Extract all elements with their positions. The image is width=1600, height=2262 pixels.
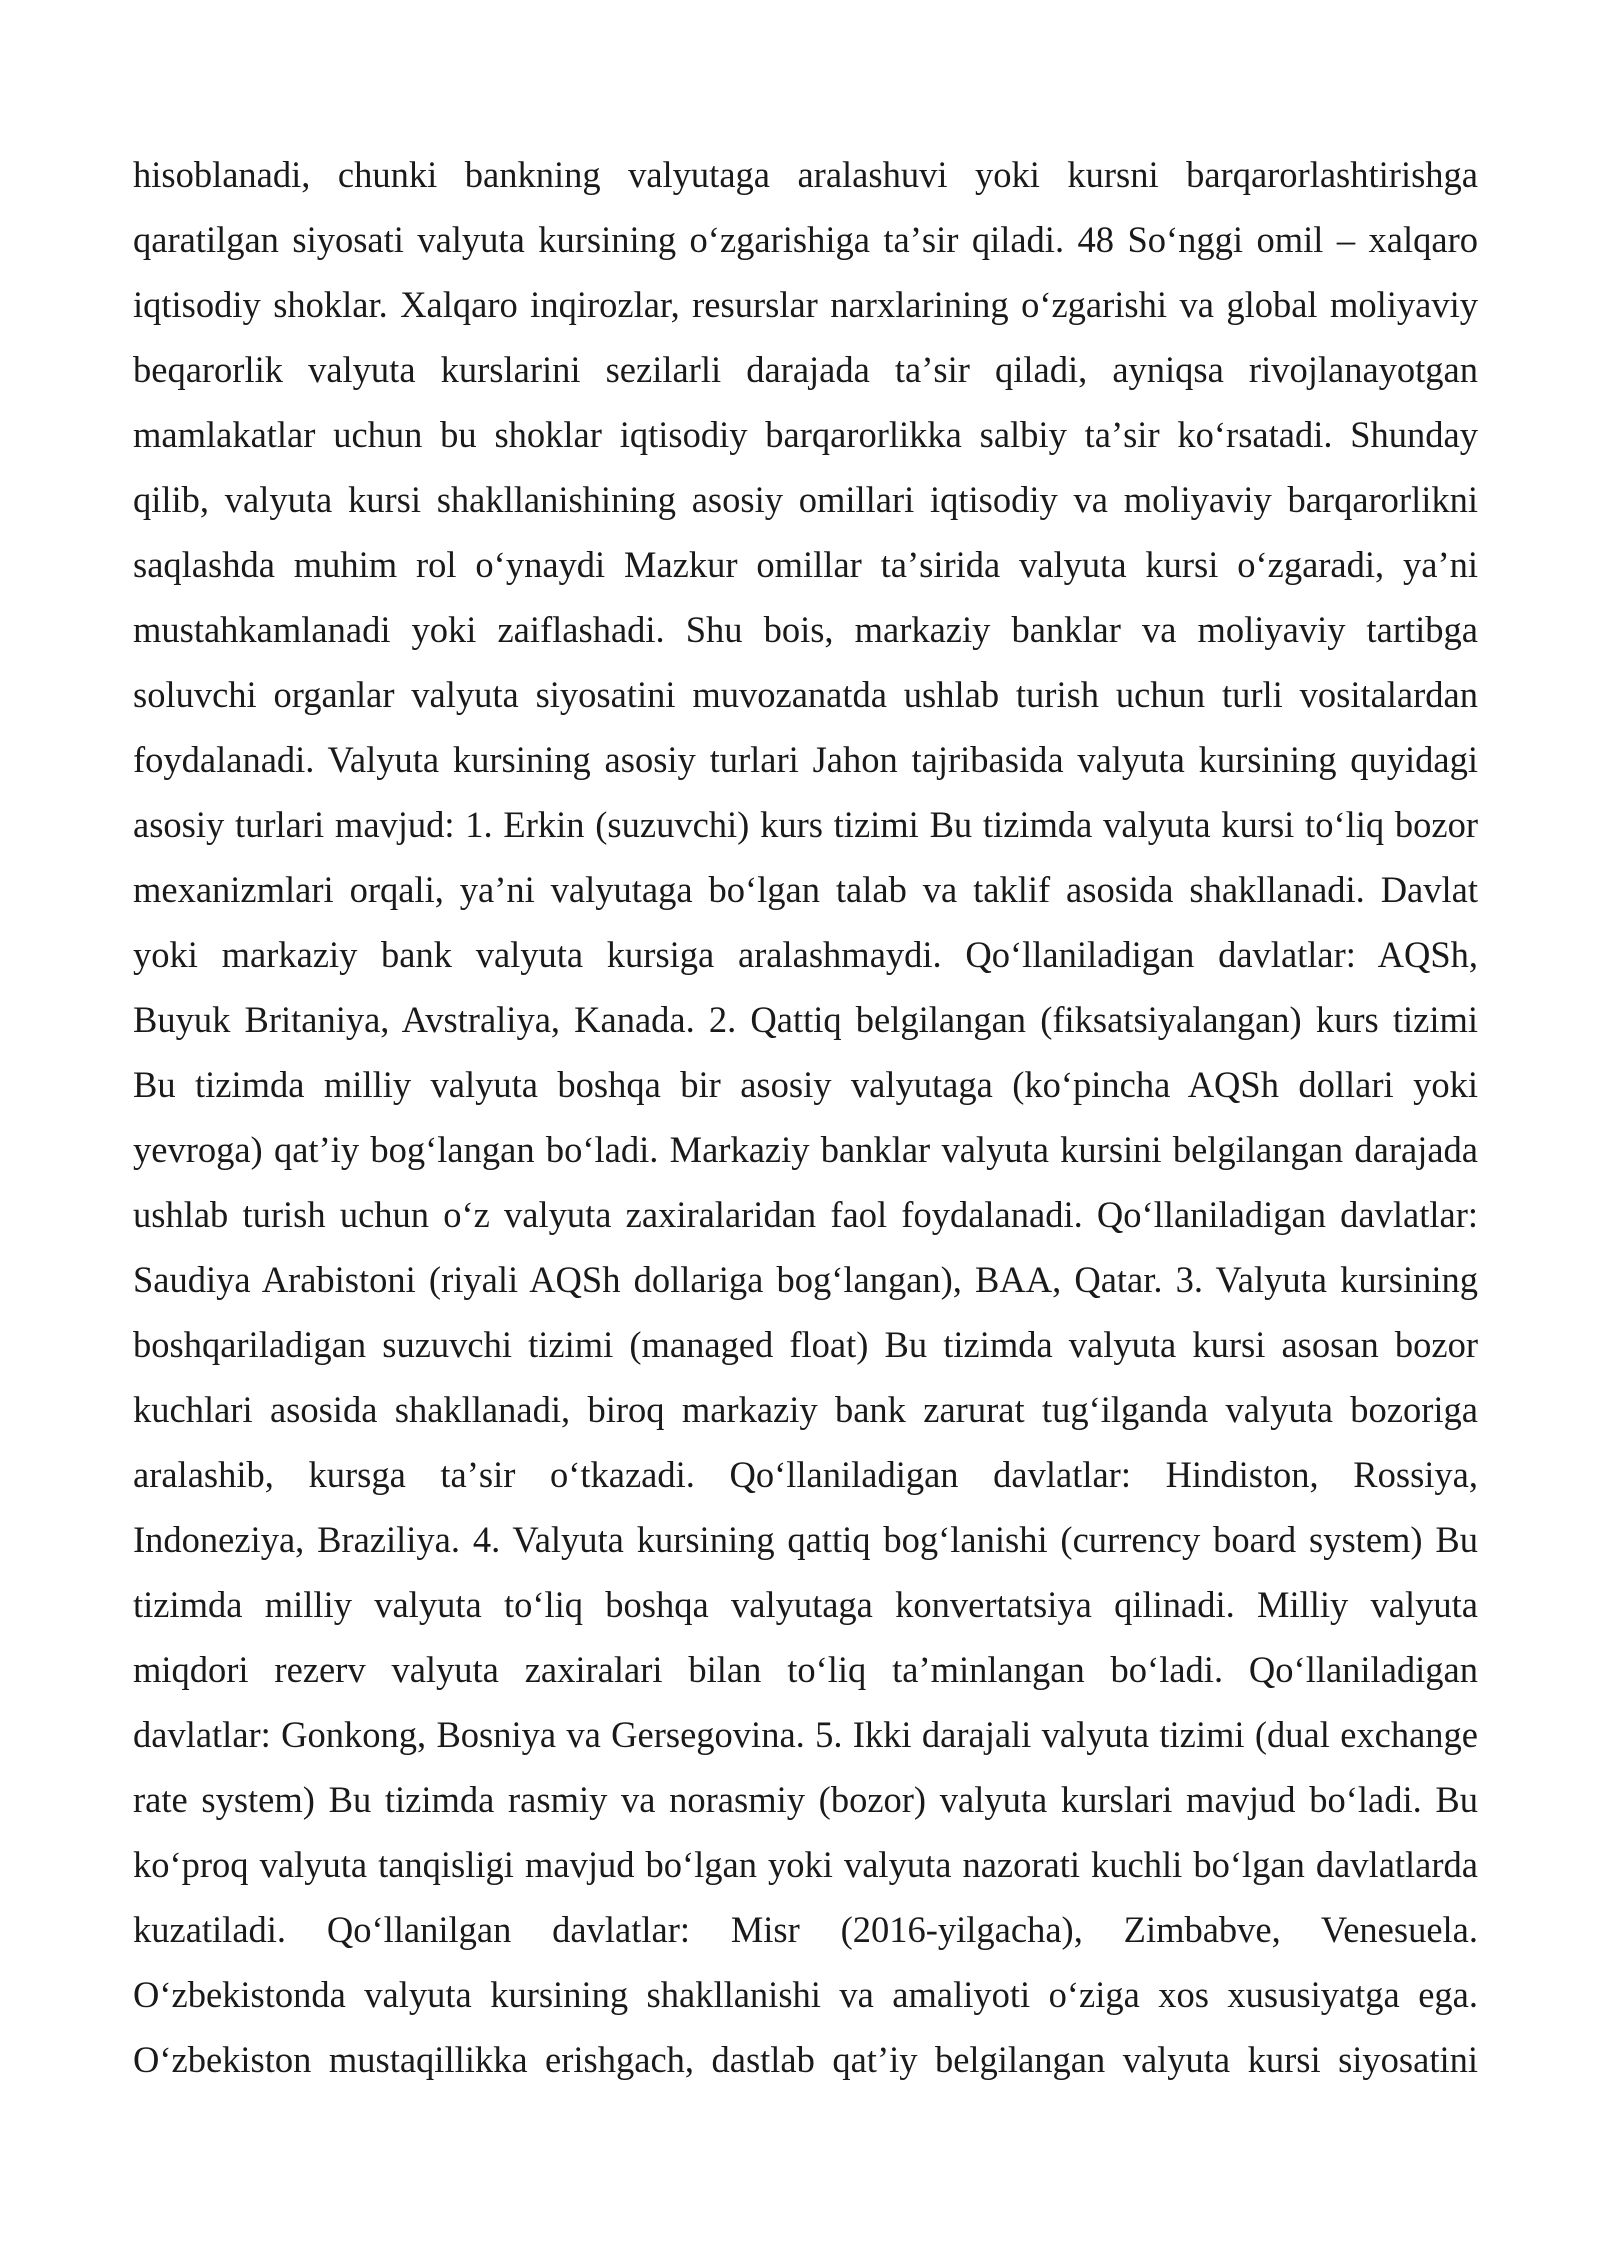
text-line: Buyuk Britaniya, Avstraliya, Kanada. 2. Qattiq belgilangan (fiksatsiyalangan) kurs tizimi	[133, 999, 1478, 1040]
text-line: rate system) Bu tizimda rasmiy va norasmiy (bozor) valyuta kurslari mavjud boʻladi. Bu	[133, 1779, 1478, 1820]
text-line: iqtisodiy shoklar. Xalqaro inqirozlar, resurslar narxlarining oʻzgarishi va global moliyaviy	[133, 284, 1478, 325]
text-line: Saudiya Arabistoni (riyali AQSh dollariga bogʻlangan), BAA, Qatar. 3. Valyuta kursining	[133, 1259, 1478, 1300]
text-line: hisoblanadi, chunki bankning valyutaga aralashuvi yoki kursni barqarorlashtirishga	[133, 154, 1478, 195]
text-line: ushlab turish uchun oʻz valyuta zaxiralaridan faol foydalanadi. Qoʻllaniladigan davlatlar:	[133, 1194, 1478, 1235]
text-line: boshqariladigan suzuvchi tizimi (managed float) Bu tizimda valyuta kursi asosan bozor	[133, 1324, 1478, 1365]
text-line: asosiy turlari mavjud: 1. Erkin (suzuvchi) kurs tizimi Bu tizimda valyuta kursi toʻliq bozor	[133, 804, 1478, 845]
text-line: davlatlar: Gonkong, Bosniya va Gersegovina. 5. Ikki darajali valyuta tizimi (dual exchange	[133, 1714, 1478, 1755]
text-line: tizimda milliy valyuta toʻliq boshqa valyutaga konvertatsiya qilinadi. Milliy valyuta	[133, 1584, 1478, 1625]
text-line: Bu tizimda milliy valyuta boshqa bir asosiy valyutaga (koʻpincha AQSh dollari yoki	[133, 1064, 1478, 1105]
text-line: kuchlari asosida shakllanadi, biroq markaziy bank zarurat tugʻilganda valyuta bozoriga	[133, 1389, 1478, 1430]
text-line: mamlakatlar uchun bu shoklar iqtisodiy barqarorlikka salbiy taʼsir koʻrsatadi. Shunday	[133, 414, 1478, 455]
text-line: foydalanadi. Valyuta kursining asosiy turlari Jahon tajribasida valyuta kursining quyidagi	[133, 739, 1478, 780]
text-line: yevroga) qatʼiy bogʻlangan boʻladi. Markaziy banklar valyuta kursini belgilangan darajada	[133, 1129, 1478, 1170]
body-paragraph	[133, 147, 1478, 2097]
text-line: beqarorlik valyuta kurslarini sezilarli darajada taʼsir qiladi, ayniqsa rivojlanayotgan	[133, 349, 1478, 390]
text-line: Oʻzbekistonda valyuta kursining shakllanishi va amaliyoti oʻziga xos xususiyatga ega.	[133, 1974, 1478, 2015]
text-line: mustahkamlanadi yoki zaiflashadi. Shu bois, markaziy banklar va moliyaviy tartibga	[133, 609, 1478, 650]
text-line: aralashib, kursga taʼsir oʻtkazadi. Qoʻllaniladigan davlatlar: Hindiston, Rossiya,	[133, 1454, 1478, 1495]
text-line: Indoneziya, Braziliya. 4. Valyuta kursining qattiq bogʻlanishi (currency board system) Bu	[133, 1519, 1478, 1560]
text-line: kuzatiladi. Qoʻllanilgan davlatlar: Misr (2016-yilgacha), Zimbabve, Venesuela.	[133, 1909, 1478, 1950]
text-line: Oʻzbekiston mustaqillikka erishgach, dastlab qatʼiy belgilangan valyuta kursi siyosatini	[133, 2039, 1478, 2080]
text-line: qaratilgan siyosati valyuta kursining oʻzgarishiga taʼsir qiladi. 48 Soʻnggi omil – xalqaro	[133, 219, 1478, 260]
text-line: qilib, valyuta kursi shakllanishining asosiy omillari iqtisodiy va moliyaviy barqarorlikni	[133, 479, 1478, 520]
text-line: mexanizmlari orqali, yaʼni valyutaga boʻlgan talab va taklif asosida shakllanadi. Davlat	[133, 869, 1478, 910]
text-line: saqlashda muhim rol oʻynaydi Mazkur omillar taʼsirida valyuta kursi oʻzgaradi, yaʼni	[133, 544, 1478, 585]
text-line: soluvchi organlar valyuta siyosatini muvozanatda ushlab turish uchun turli vositalardan	[133, 674, 1478, 715]
text-line: koʻproq valyuta tanqisligi mavjud boʻlgan yoki valyuta nazorati kuchli boʻlgan davlatlarda	[133, 1844, 1478, 1885]
text-line: yoki markaziy bank valyuta kursiga aralashmaydi. Qoʻllaniladigan davlatlar: AQSh,	[133, 934, 1478, 975]
text-line: miqdori rezerv valyuta zaxiralari bilan toʻliq taʼminlangan boʻladi. Qoʻllaniladigan	[133, 1649, 1478, 1690]
